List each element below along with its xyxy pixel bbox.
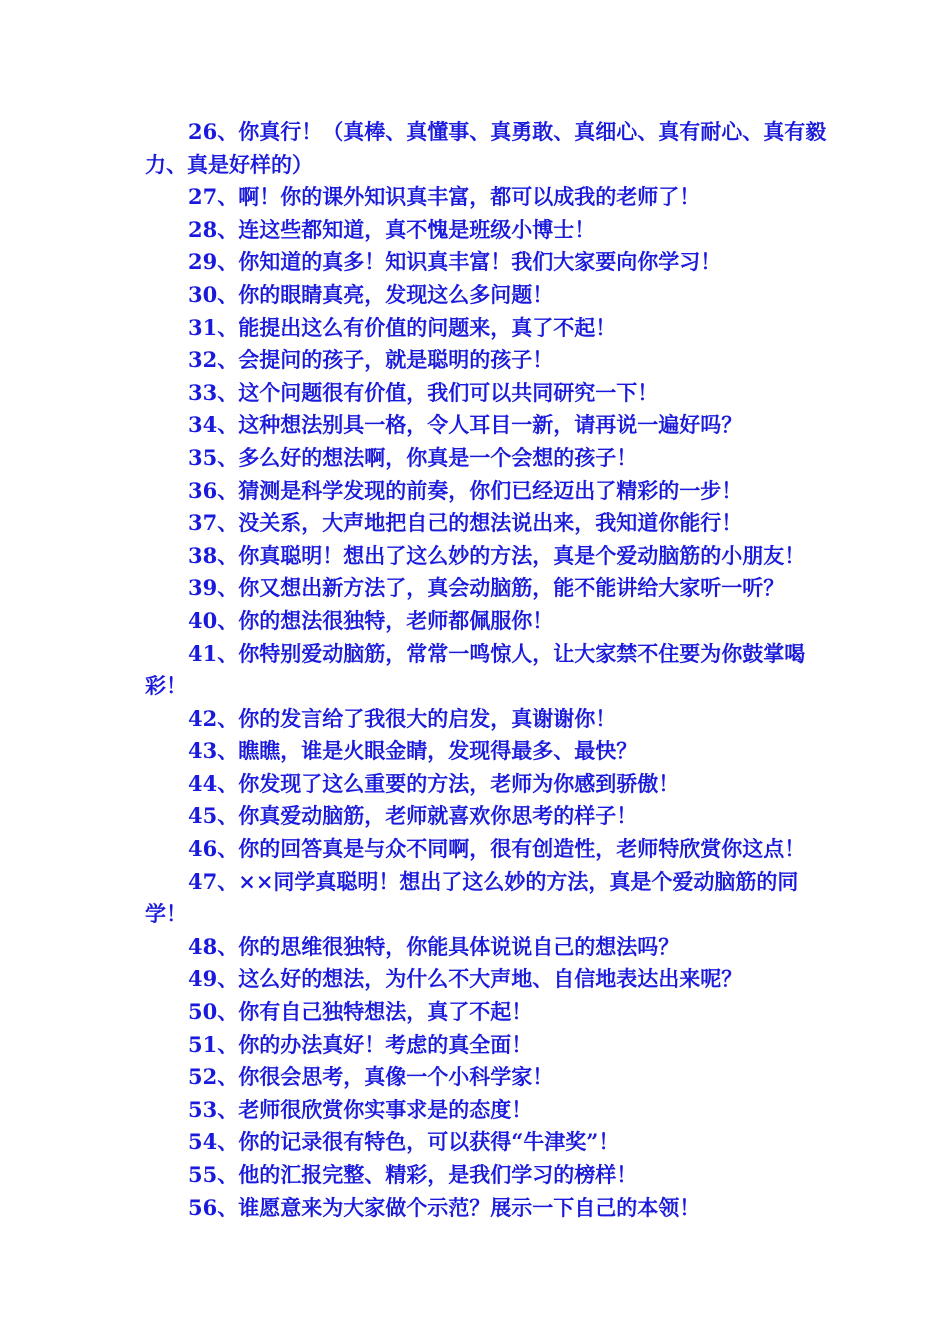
list-item: 45、你真爱动脑筋，老师就喜欢你思考的样子！ — [188, 803, 638, 829]
list-item: 26、你真行！（真棒、真懂事、真勇敢、真细心、真有耐心、真有毅力、真是好样的） — [145, 119, 827, 177]
praise-list — [145, 116, 835, 1224]
list-item: 35、多么好的想法啊，你真是一个会想的孩子！ — [188, 444, 638, 470]
list-item: 46、你的回答真是与众不同啊，很有创造性，老师特欣赏你这点！ — [188, 836, 806, 862]
list-item: 41、你特别爱动脑筋，常常一鸣惊人，让大家禁不住要为你鼓掌喝彩！ — [145, 640, 806, 699]
list-item: 51、你的办法真好！考虑的真全面！ — [188, 1031, 533, 1057]
list-item: 48、你的思维很独特，你能具体说说自己的想法吗？ — [188, 933, 680, 959]
list-item: 50、你有自己独特想法，真了不起！ — [188, 999, 533, 1025]
list-item: 33、这个问题很有价值，我们可以共同研究一下！ — [188, 379, 659, 405]
list-item: 38、你真聪明！想出了这么妙的方法，真是个爱动脑筋的小朋友！ — [188, 542, 806, 568]
list-item: 39、你又想出新方法了，真会动脑筋，能不能讲给大家听一听？ — [188, 575, 785, 601]
list-item: 34、这种想法别具一格，令人耳目一新，请再说一遍好吗？ — [188, 412, 743, 438]
list-item: 31、能提出这么有价值的问题来，真了不起！ — [188, 314, 617, 340]
list-item: 53、老师很欣赏你实事求是的态度！ — [188, 1096, 533, 1122]
list-item: 55、他的汇报完整、精彩，是我们学习的榜样！ — [188, 1162, 638, 1187]
list-item: 28、连这些都知道，真不愧是班级小博士！ — [188, 216, 596, 242]
list-item: 27、啊！你的课外知识真丰富，都可以成我的老师了！ — [188, 184, 701, 210]
list-item: 47、××同学真聪明！想出了这么妙的方法，真是个爱动脑筋的同学！ — [145, 868, 799, 927]
list-item: 29、你知道的真多！知识真丰富！我们大家要向你学习！ — [188, 249, 722, 275]
list-item: 52、你很会思考，真像一个小科学家！ — [188, 1064, 554, 1090]
list-item: 42、你的发言给了我很大的启发，真谢谢你！ — [188, 705, 617, 731]
list-item: 43、瞧瞧，谁是火眼金睛，发现得最多、最快？ — [188, 738, 638, 764]
list-item: 30、你的眼睛真亮，发现这么多问题！ — [188, 281, 554, 307]
list-item: 49、这么好的想法，为什么不大声地、自信地表达出来呢？ — [188, 966, 743, 992]
list-item: 54、你的记录很有特色，可以获得“牛津奖”！ — [188, 1129, 620, 1155]
list-item: 56、谁愿意来为大家做个示范？展示一下自己的本领！ — [188, 1194, 701, 1220]
list-item: 32、会提问的孩子，就是聪明的孩子！ — [188, 347, 554, 373]
list-item: 37、没关系，大声地把自己的想法说出来，我知道你能行！ — [188, 510, 743, 536]
list-item: 36、猜测是科学发现的前奏，你们已经迈出了精彩的一步！ — [188, 477, 743, 503]
list-item: 44、你发现了这么重要的方法，老师为你感到骄傲！ — [188, 770, 680, 796]
list-item: 40、你的想法很独特，老师都佩服你！ — [188, 607, 554, 633]
